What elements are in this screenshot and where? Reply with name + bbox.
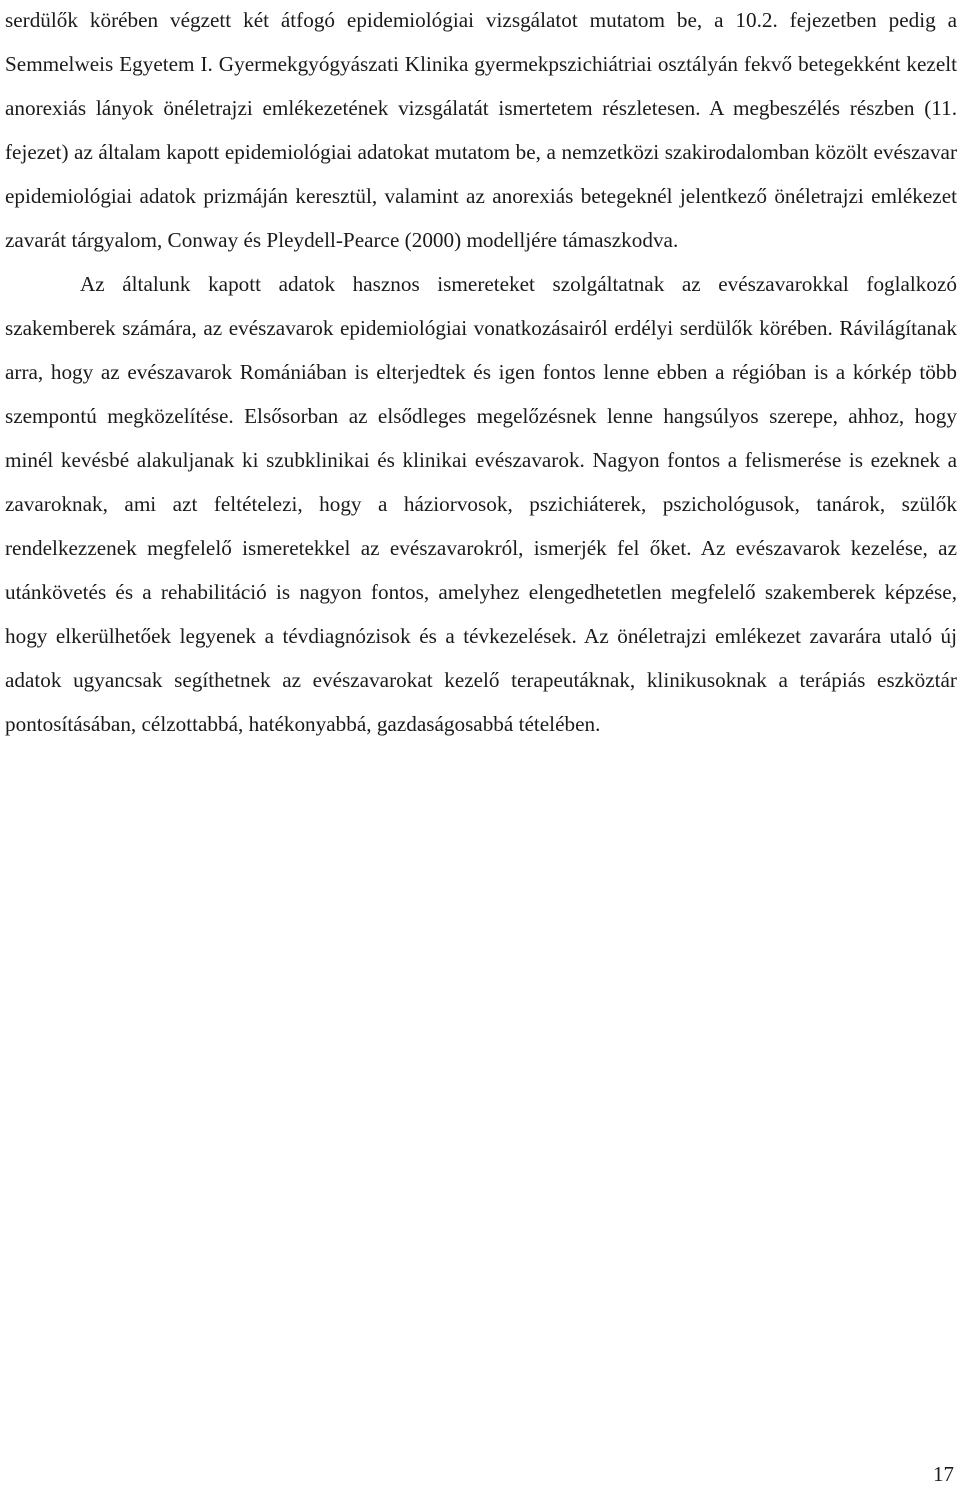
paragraph-conclusions: Az általunk kapott adatok hasznos ismereteket szolgáltatnak az evészavarokkal foglalkozó szakemberek számára, az evészavarok epidemiológiai vonatkozásairól erdélyi serdülők körében. Rávilágítanak arra, hogy az evészavarok Romániában is elterjedtek és igen fontos lenne ebben a régióban is a kórkép több szempontú megközelítése. Elsősorban az elsődleges megelőzésnek lenne hangsúlyos szerepe, ahhoz, hogy minél kevésbé alakuljanak ki szubklinikai és klinikai evészavarok. Nagyon fontos a felismerése is ezeknek a zavaroknak, ami azt feltételezi, hogy a háziorvosok, pszichiáterek, pszichológusok, tanárok, szülők rendelkezzenek megfelelő ismeretekkel az evészavarokról, ismerjék fel őket. Az evészavarok kezelése, az utánkövetés és a rehabilitáció is nagyon fontos, amelyhez elengedhetetlen megfelelő szakemberek képzése, hogy elkerülhetőek legyenek a tévdiagnózisok és a tévkezelések. Az önéletrajzi emlékezet zavarára utaló új adatok ugyancsak segíthetnek az evészavarokat kezelő terapeutáknak, klinikusoknak a terápiás eszköztár pontosításában, célzottabbá, hatékonyabbá, gazdaságosabbá tételében. — [5, 272, 957, 736]
body-text — [5, 0, 957, 746]
page-number: 17 — [933, 1462, 954, 1486]
paragraph-continuation: serdülők körében végzett két átfogó epidemiológiai vizsgálatot mutatom be, a 10.2. fejezetben pedig a Semmelweis Egyetem I. Gyermekgyógyászati Klinika gyermekpszichiátriai osztályán fekvő betegekként kezelt anorexiás lányok önéletrajzi emlékezetének vizsgálatát ismertetem részletesen. A megbeszélés részben (11. fejezet) az általam kapott epidemiológiai adatokat mutatom be, a nemzetközi szakirodalomban közölt evészavar epidemiológiai adatok prizmáján keresztül, valamint az anorexiás betegeknél jelentkező önéletrajzi emlékezet zavarát tárgyalom, Conway és Pleydell-Pearce (2000) modelljére támaszkodva. — [5, 8, 957, 252]
